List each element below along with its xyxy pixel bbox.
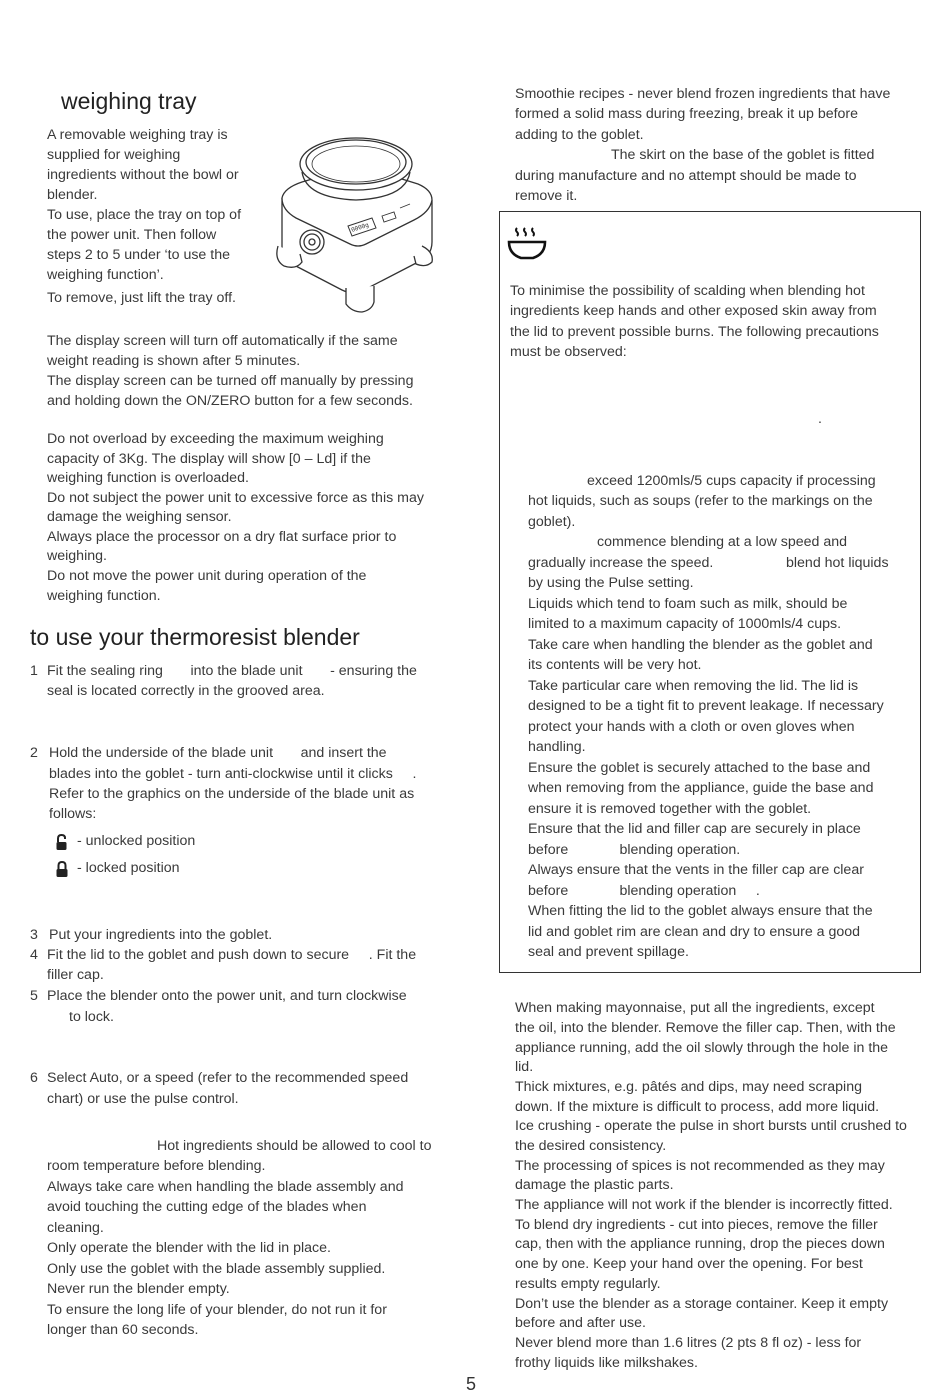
text-line: weighing function is overloaded.: [47, 470, 249, 486]
text-line: seal is located correctly in the grooved area.: [47, 683, 325, 699]
text-line: Ensure the goblet is securely attached to the base and: [528, 760, 871, 776]
text-line: cap, then with the appliance running, drop the pieces down: [515, 1236, 885, 1252]
illustration-display-text: 0000g: [350, 221, 370, 234]
text-line: commence blending at a low speed and: [597, 534, 848, 550]
text-line: and holding down the ON/ZERO button for a few seconds.: [47, 393, 413, 409]
text-line: To minimise the possibility of scalding when blending hot: [510, 283, 865, 299]
text-line: before blending operation .: [528, 883, 760, 899]
text-line: by using the Pulse setting.: [528, 575, 694, 591]
text-line: appliance running, add the oil slowly through the hole in the: [515, 1040, 889, 1056]
text-line: Liquids which tend to foam such as milk, should be: [528, 596, 848, 612]
text-line: filler cap.: [47, 967, 104, 983]
text-line: Take particular care when removing the lid. The lid is: [528, 678, 859, 694]
text-line: weighing function’.: [47, 267, 164, 283]
text-line: Hold the underside of the blade unit and insert the: [49, 745, 387, 761]
text-line: down. If the mixture is difficult to process, add more liquid.: [515, 1099, 880, 1115]
page-number: 5: [466, 1374, 477, 1394]
text-line: avoid touching the cutting edge of the blades when: [47, 1199, 367, 1215]
text-line: The processing of spices is not recommended as they may: [515, 1158, 885, 1174]
text-line: To remove, just lift the tray off.: [47, 290, 236, 306]
text-line: exceed 1200mls/5 cups capacity if processing: [587, 473, 876, 489]
text-line: Always place the processor on a dry flat surface prior to: [47, 529, 397, 545]
text-line: Do not subject the power unit to excessive force as this may: [47, 490, 424, 506]
text-line: the lid to prevent possible burns. The following precautions: [510, 324, 879, 340]
text-line: Never run the blender empty.: [47, 1281, 230, 1297]
text-line: the power unit. Then follow: [47, 227, 217, 243]
locked-padlock-icon: [55, 861, 69, 878]
text-line: designed to be a tight fit to prevent leakage. If necessary: [528, 698, 884, 714]
unlocked-padlock-icon: [55, 834, 69, 851]
text-line: When making mayonnaise, put all the ingredients, except: [515, 1000, 875, 1016]
text-line: chart) or use the pulse control.: [47, 1091, 239, 1107]
text-line: When fitting the lid to the goblet always ensure that the: [528, 903, 873, 919]
text-line: follows:: [49, 806, 97, 822]
text-line: goblet).: [528, 514, 576, 530]
unlocked-label: - unlocked position: [77, 833, 196, 849]
text-line: The skirt on the base of the goblet is fitted: [611, 147, 875, 163]
text-line: before blending operation.: [528, 842, 741, 858]
text-line: weighing.: [47, 548, 107, 564]
text-line: lid and goblet rim are clean and dry to ensure a good: [528, 924, 861, 940]
step-number: 6: [30, 1070, 38, 1086]
text-line: to lock.: [69, 1009, 114, 1025]
text-line: Do not overload by exceeding the maximum weighing: [47, 431, 384, 447]
text-line: The display screen will turn off automatically if the same: [47, 333, 398, 349]
text-line: blender.: [47, 187, 98, 203]
text-line: Put your ingredients into the goblet.: [49, 927, 273, 943]
text-line: frothy liquids like milkshakes.: [515, 1355, 698, 1371]
text-line: blades into the goblet - turn anti-clockwise until it clicks .: [49, 766, 417, 782]
text-line: ingredients keep hands and other exposed skin away from: [510, 303, 877, 319]
text-line: results empty regularly.: [515, 1276, 661, 1292]
text-line: cleaning.: [47, 1220, 104, 1236]
text-line: .: [818, 411, 822, 427]
step-number: 1: [30, 663, 38, 679]
text-line: its contents will be very hot.: [528, 657, 702, 673]
text-line: Hot ingredients should be allowed to cool to: [157, 1138, 432, 1154]
text-line: limited to a maximum capacity of 1000mls/4 cups.: [528, 616, 842, 632]
text-line: damage the plastic parts.: [515, 1177, 674, 1193]
step-number: 3: [30, 927, 38, 943]
text-line: during manufacture and no attempt should be made to: [515, 168, 857, 184]
text-line: when removing from the appliance, guide the base and: [528, 780, 874, 796]
text-line: protect your hands with a cloth or oven gloves when: [528, 719, 855, 735]
text-line: hot liquids, such as soups (refer to the markings on the: [528, 493, 873, 509]
text-line: Always take care when handling the blade assembly and: [47, 1179, 404, 1195]
text-line: Only use the goblet with the blade assembly supplied.: [47, 1261, 386, 1277]
text-line: weight reading is shown after 5 minutes.: [47, 353, 301, 369]
text-line: gradually increase the speed.: [528, 555, 714, 571]
text-line: one by one. Keep your hand over the opening. For best: [515, 1256, 863, 1272]
text-line: seal and prevent spillage.: [528, 944, 689, 960]
text-line: The appliance will not work if the blender is incorrectly fitted.: [515, 1197, 893, 1213]
text-line: Select Auto, or a speed (refer to the recommended speed: [47, 1070, 409, 1086]
text-line: ingredients without the bowl or: [47, 167, 239, 183]
weighing-tray-illustration: [272, 128, 440, 314]
text-line: To use, place the tray on top of: [47, 207, 242, 223]
text-line: damage the weighing sensor.: [47, 509, 232, 525]
weighing-tray-heading: weighing tray: [61, 88, 197, 114]
text-line: Smoothie recipes - never blend frozen ingredients that have: [515, 86, 891, 102]
text-line: Ice crushing - operate the pulse in short bursts until crushed to: [515, 1118, 907, 1134]
text-line: A removable weighing tray is: [47, 127, 228, 143]
text-line: longer than 60 seconds.: [47, 1322, 199, 1338]
text-line: the desired consistency.: [515, 1138, 667, 1154]
text-line: blend hot liquids: [786, 555, 889, 571]
text-line: Fit the sealing ring into the blade unit - ensuring the: [47, 663, 417, 679]
text-line: To ensure the long life of your blender, do not run it for: [47, 1302, 387, 1318]
hot-bowl-icon: [507, 224, 547, 262]
text-line: Place the blender onto the power unit, and turn clockwise: [47, 988, 407, 1004]
text-line: formed a solid mass during freezing, break it up before: [515, 106, 859, 122]
step-number: 2: [30, 745, 38, 761]
step-number: 4: [30, 947, 38, 963]
text-line: Always ensure that the vents in the filler cap are clear: [528, 862, 864, 878]
text-line: Ensure that the lid and filler cap are securely in place: [528, 821, 861, 837]
text-line: handling.: [528, 739, 586, 755]
text-line: adding to the goblet.: [515, 127, 644, 143]
text-line: Don’t use the blender as a storage container. Keep it empty: [515, 1296, 889, 1312]
step-number: 5: [30, 988, 38, 1004]
text-line: supplied for weighing: [47, 147, 181, 163]
text-line: Never blend more than 1.6 litres (2 pts 8 fl oz) - less for: [515, 1335, 862, 1351]
text-line: must be observed:: [510, 344, 627, 360]
text-line: steps 2 to 5 under ‘to use the: [47, 247, 230, 263]
text-line: ensure it is removed together with the goblet.: [528, 801, 812, 817]
locked-label: - locked position: [77, 860, 180, 876]
text-line: The display screen can be turned off manually by pressing: [47, 373, 414, 389]
text-line: To blend dry ingredients - cut into pieces, remove the filler: [515, 1217, 878, 1233]
text-line: Fit the lid to the goblet and push down to secure . Fit the: [47, 947, 417, 963]
text-line: Do not move the power unit during operation of the: [47, 568, 367, 584]
text-line: Refer to the graphics on the underside of the blade unit as: [49, 786, 415, 802]
text-line: the oil, into the blender. Remove the filler cap. Then, with the: [515, 1020, 896, 1036]
text-line: capacity of 3Kg. The display will show [0 – Ld] if the: [47, 451, 371, 467]
text-line: before and after use.: [515, 1315, 646, 1331]
text-line: Thick mixtures, e.g. pâtés and dips, may need scraping: [515, 1079, 862, 1095]
text-line: remove it.: [515, 188, 578, 204]
text-line: room temperature before blending.: [47, 1158, 266, 1174]
text-line: Take care when handling the blender as the goblet and: [528, 637, 873, 653]
text-line: lid.: [515, 1059, 534, 1075]
blender-heading: to use your thermoresist blender: [30, 624, 360, 650]
text-line: weighing function.: [47, 588, 161, 604]
text-line: Only operate the blender with the lid in place.: [47, 1240, 331, 1256]
